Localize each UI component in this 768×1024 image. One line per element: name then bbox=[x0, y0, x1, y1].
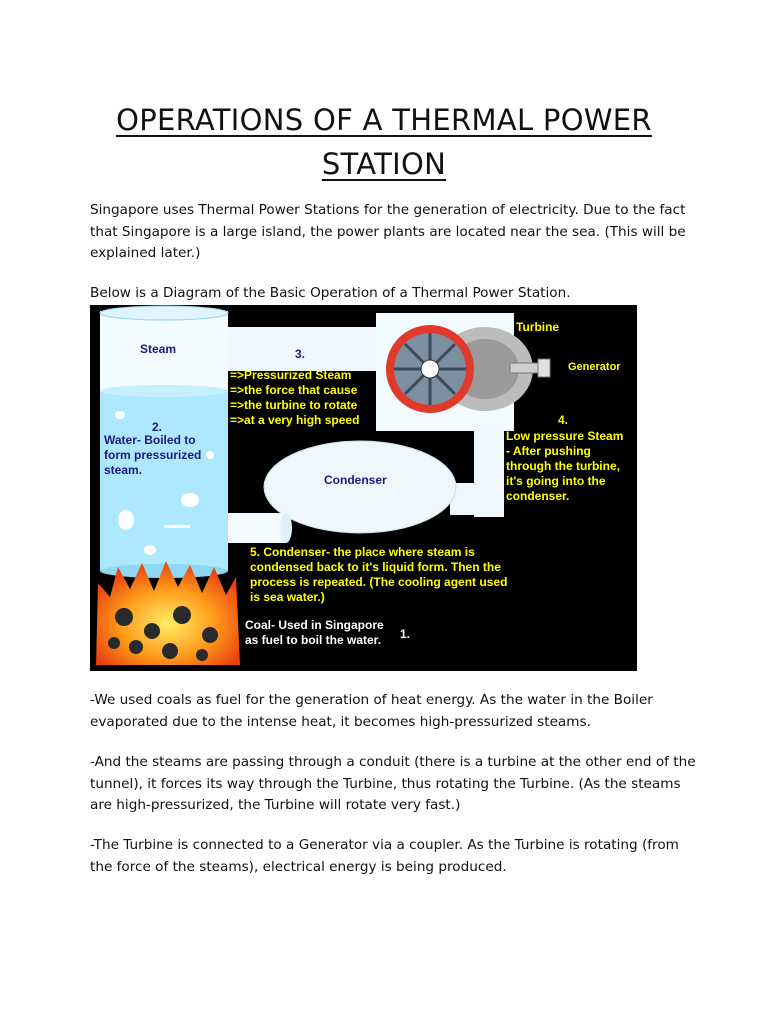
turbine-label: Turbine bbox=[516, 320, 560, 334]
coal-paragraph: -We used coals as fuel for the generation of heat energy. As the water in the Boiler evaporated due to the intense heat, it becomes high-pressurized steams. bbox=[90, 692, 653, 730]
return-pipe bbox=[228, 513, 286, 543]
generator-paragraph: -The Turbine is connected to a Generator via a coupler. As the Turbine is rotating (from the force of the steams), electrical energy is being produced. bbox=[90, 837, 679, 875]
steam-label: Steam bbox=[140, 342, 177, 356]
step3-number: 3. bbox=[295, 347, 306, 361]
condenser-tank bbox=[264, 441, 456, 533]
steam-pipe bbox=[228, 327, 392, 371]
coal-label: Coal- Used in Singapore as fuel to boil the water. bbox=[245, 618, 384, 647]
step3-label: =>Pressurized Steam =>the force that cause =>the turbine to rotate =>at a very high speed bbox=[230, 368, 360, 427]
boiler-top bbox=[100, 306, 228, 320]
intro-paragraph: Singapore uses Thermal Power Stations for the generation of electricity. Due to the fact that Singapore is a large island, the power plants are located near the sea. (This will be explained later.) bbox=[90, 202, 686, 261]
generator-label: Generator bbox=[568, 361, 621, 373]
step2-number: 2. bbox=[152, 420, 163, 434]
thermal-power-diagram bbox=[90, 305, 637, 671]
step4-number: 4. bbox=[558, 413, 569, 427]
steam-conduit-paragraph: -And the steams are passing through a conduit (there is a turbine at the other end of the tunnel), it forces its way through the Turbine, thus rotating the Turbine. (As the steams are high-pressurized, the Turbine will rotate very fast.) bbox=[90, 754, 696, 813]
step1-number: 1. bbox=[400, 627, 411, 641]
step4-label: Low pressure Steam - After pushing through the turbine, it's going into the condenser. bbox=[506, 429, 624, 503]
step5-label: 5. Condenser- the place where steam is condensed back to it's liquid form. Then the process is repeated. (The cooling agent used is sea water.) bbox=[250, 545, 508, 604]
step2-label: Water- Boiled to form pressurized steam. bbox=[104, 433, 202, 477]
page-title: OPERATIONS OF A THERMAL POWER STATION bbox=[116, 103, 652, 181]
condenser-label: Condenser bbox=[324, 473, 387, 487]
diagram-caption: Below is a Diagram of the Basic Operation of a Thermal Power Station. bbox=[90, 285, 571, 301]
